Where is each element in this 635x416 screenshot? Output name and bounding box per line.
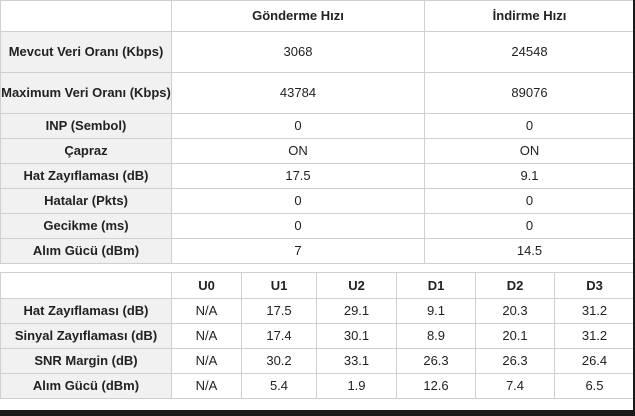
band-value: 31.2 xyxy=(555,324,635,349)
table-row xyxy=(1,114,635,139)
rate-table-corner xyxy=(1,1,172,32)
band-value: 8.9 xyxy=(397,324,476,349)
band-value: 6.5 xyxy=(555,374,635,399)
row-label: INP (Sembol) xyxy=(1,114,172,139)
upload-value: 0 xyxy=(172,189,425,214)
table-row xyxy=(1,32,635,73)
table-row xyxy=(1,164,635,189)
download-value: 0 xyxy=(425,214,635,239)
band-value: 17.4 xyxy=(242,324,317,349)
row-label: Çapraz xyxy=(1,139,172,164)
band-value: 26.3 xyxy=(476,349,555,374)
band-value: 5.4 xyxy=(242,374,317,399)
band-value: 30.2 xyxy=(242,349,317,374)
band-value: 29.1 xyxy=(317,299,397,324)
download-value: 9.1 xyxy=(425,164,635,189)
band-value: 31.2 xyxy=(555,299,635,324)
table-row xyxy=(1,189,635,214)
row-label: Alım Gücü (dBm) xyxy=(1,374,172,399)
table-row xyxy=(1,214,635,239)
band-value: 1.9 xyxy=(317,374,397,399)
row-label: Gecikme (ms) xyxy=(1,214,172,239)
band-column-header: U2 xyxy=(317,273,397,299)
download-value: 0 xyxy=(425,114,635,139)
band-value: 7.4 xyxy=(476,374,555,399)
rate-table-header xyxy=(1,1,635,32)
band-value: N/A xyxy=(172,299,242,324)
band-table-corner xyxy=(1,273,172,299)
download-value: 24548 xyxy=(425,32,635,73)
row-label: Hatalar (Pkts) xyxy=(1,189,172,214)
download-value: 0 xyxy=(425,189,635,214)
upload-value: 0 xyxy=(172,214,425,239)
download-value: ON xyxy=(425,139,635,164)
band-value: 9.1 xyxy=(397,299,476,324)
upload-value: 3068 xyxy=(172,32,425,73)
window-edge-bottom xyxy=(0,410,635,416)
table-row xyxy=(1,239,635,264)
band-value: N/A xyxy=(172,349,242,374)
band-column-header: D1 xyxy=(397,273,476,299)
upload-value: 7 xyxy=(172,239,425,264)
band-column-header: U0 xyxy=(172,273,242,299)
band-table xyxy=(0,272,635,399)
band-value: 33.1 xyxy=(317,349,397,374)
band-value: 12.6 xyxy=(397,374,476,399)
download-rate-header: İndirme Hızı xyxy=(425,1,635,32)
band-value: 17.5 xyxy=(242,299,317,324)
row-label: Alım Gücü (dBm) xyxy=(1,239,172,264)
table-row xyxy=(1,139,635,164)
row-label: SNR Margin (dB) xyxy=(1,349,172,374)
table-row xyxy=(1,73,635,114)
download-value: 89076 xyxy=(425,73,635,114)
band-table-header xyxy=(1,273,635,299)
row-label: Mevcut Veri Oranı (Kbps) xyxy=(1,32,172,73)
download-value: 14.5 xyxy=(425,239,635,264)
table-row xyxy=(1,349,635,374)
band-value: N/A xyxy=(172,374,242,399)
band-value: 20.1 xyxy=(476,324,555,349)
upload-value: ON xyxy=(172,139,425,164)
table-row xyxy=(1,299,635,324)
upload-value: 43784 xyxy=(172,73,425,114)
upload-value: 17.5 xyxy=(172,164,425,189)
row-label: Sinyal Zayıflaması (dB) xyxy=(1,324,172,349)
band-column-header: D2 xyxy=(476,273,555,299)
upload-value: 0 xyxy=(172,114,425,139)
band-value: 20.3 xyxy=(476,299,555,324)
row-label: Hat Zayıflaması (dB) xyxy=(1,299,172,324)
band-column-header: D3 xyxy=(555,273,635,299)
table-row xyxy=(1,324,635,349)
band-value: 26.4 xyxy=(555,349,635,374)
band-column-header: U1 xyxy=(242,273,317,299)
table-row xyxy=(1,374,635,399)
band-value: 26.3 xyxy=(397,349,476,374)
row-label: Hat Zayıflaması (dB) xyxy=(1,164,172,189)
band-value: N/A xyxy=(172,324,242,349)
row-label: Maximum Veri Oranı (Kbps) xyxy=(1,73,172,114)
upload-rate-header: Gönderme Hızı xyxy=(172,1,425,32)
band-value: 30.1 xyxy=(317,324,397,349)
